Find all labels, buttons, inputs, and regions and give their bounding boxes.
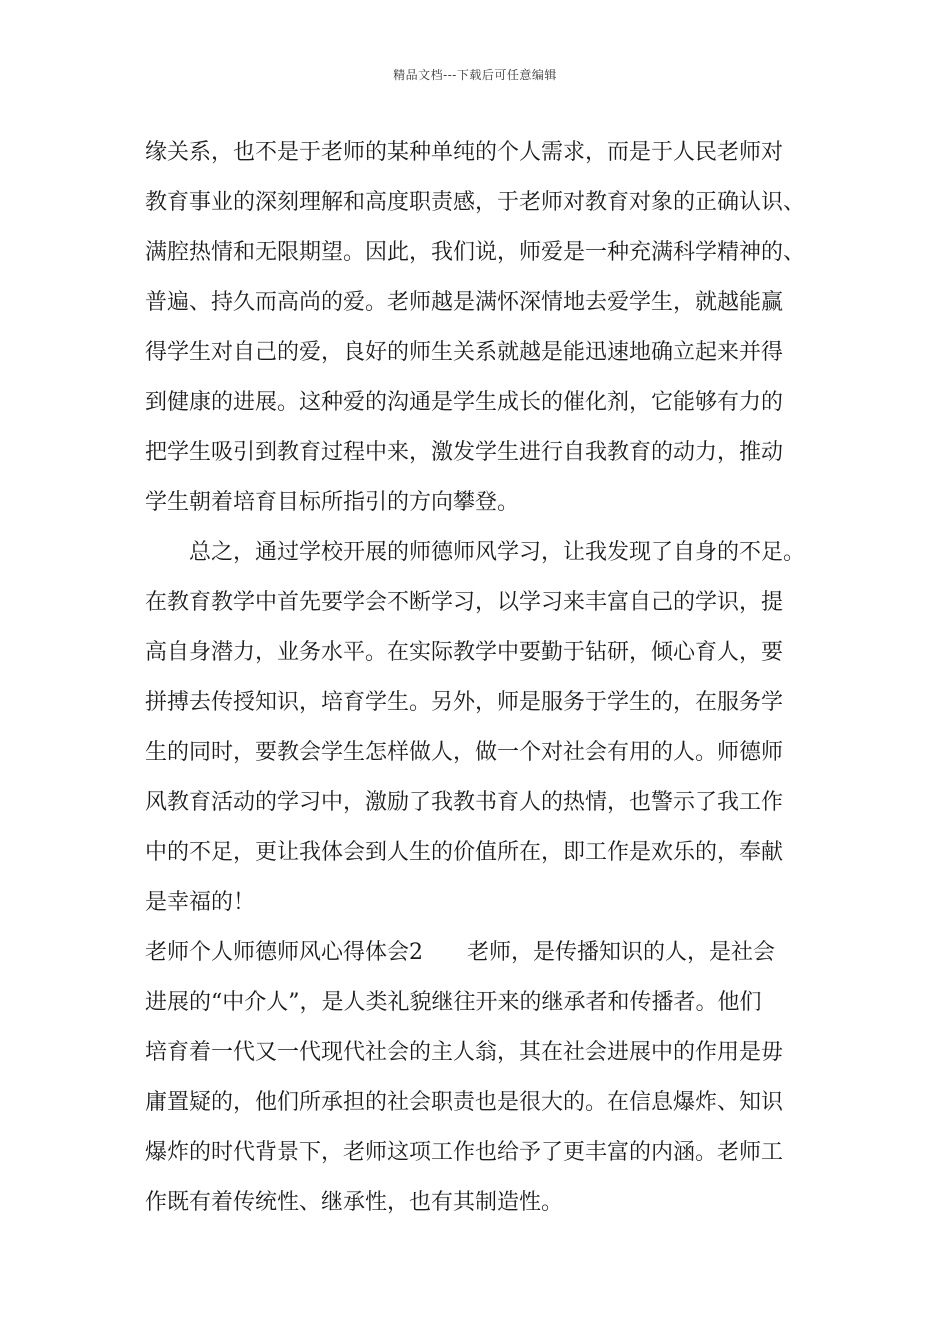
text-line: 风教育活动的学习中，激励了我教书育人的热情，也警示了我工作 [145,790,784,815]
text-line: 作既有着传统性、继承性，也有其制造性。 [145,1190,564,1215]
text-line: 普遍、持久而高尚的爱。老师越是满怀深情地去爱学生，就越能赢 [145,290,784,315]
document-body [145,128,810,1228]
text-line: 学生朝着培育目标所指引的方向攀登。 [145,490,520,515]
page-header: 精品文档---下载后可任意编辑 [393,68,557,82]
text-line: 是幸福的！ [145,890,256,915]
text-line: 爆炸的时代背景下，老师这项工作也给予了更丰富的内涵。老师工 [145,1140,784,1165]
text-line: 教育事业的深刻理解和高度职责感，于老师对教育对象的正确认识、 [145,190,806,215]
text-line: 高自身潜力，业务水平。在实际教学中要勤于钻研，倾心育人，要 [145,640,784,665]
text-line: 把学生吸引到教育过程中来，激发学生进行自我教育的动力，推动 [145,440,784,465]
text-line: 中的不足，更让我体会到人生的价值所在，即工作是欢乐的，奉献 [145,840,784,865]
text-line: 满腔热情和无限期望。因此，我们说，师爱是一种充满科学精神的、 [145,240,806,265]
text-line: 庸置疑的，他们所承担的社会职责也是很大的。在信息爆炸、知识 [145,1090,784,1115]
text-line: 得学生对自己的爱，良好的师生关系就越是能迅速地确立起来并得 [145,340,784,365]
text-line: 培育着一代又一代现代社会的主人翁，其在社会进展中的作用是毋 [145,1040,784,1065]
text-line: 到健康的进展。这种爱的沟通是学生成长的催化剂，它能够有力的 [145,390,784,415]
text-line: 生的同时，要教会学生怎样做人，做一个对社会有用的人。师德师 [145,740,784,765]
text-line: 进展的“中介人”，是人类礼貌继往开来的继承者和传播者。他们 [145,990,762,1015]
section-heading-line: 老师个人师德师风心得体会2 老师，是传播知识的人，是社会 [145,940,775,965]
text-line: 在教育教学中首先要学会不断学习，以学习来丰富自己的学识，提 [145,590,784,615]
text-line: 拼搏去传授知识，培育学生。另外，师是服务于学生的，在服务学 [145,690,784,715]
paragraph-start-line: 总之，通过学校开展的师德师风学习，让我发现了自身的不足。 [189,540,806,565]
text-line: 缘关系，也不是于老师的某种单纯的个人需求，而是于人民老师对 [145,140,784,165]
